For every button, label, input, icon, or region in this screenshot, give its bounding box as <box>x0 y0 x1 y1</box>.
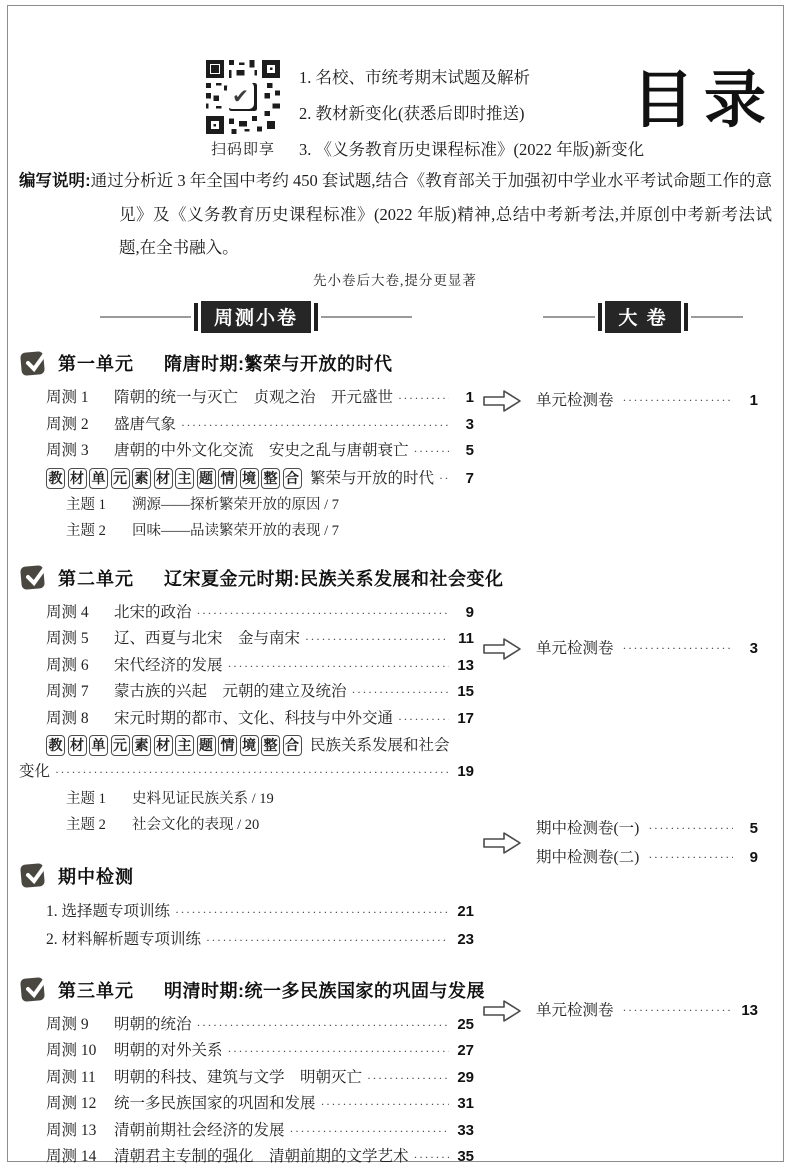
toc-row <box>46 412 474 439</box>
dotted-leader <box>352 679 449 706</box>
row-text: 盛唐气象 <box>114 415 177 433</box>
midterm-header <box>20 863 474 889</box>
unit-2-header <box>20 565 504 591</box>
unit-title: 隋唐时期:繁荣与开放的时代 <box>164 354 393 374</box>
row-text: 民族关系发展和社会 <box>310 737 450 754</box>
row-text: 隋朝的统一与灭亡 贞观之治 开元盛世 <box>114 389 394 406</box>
page-number: 13 <box>457 656 474 674</box>
row-label: 周测 10 <box>46 1042 97 1059</box>
toc-row <box>46 1012 474 1039</box>
dotted-leader <box>175 898 449 927</box>
feature-item: 2. 教材新变化(获悉后即时推送) <box>299 104 525 123</box>
toc-row <box>46 653 474 680</box>
page-number: 7 <box>465 469 474 487</box>
unit-name: 第一单元 <box>58 354 134 374</box>
row-label: 周测 3 <box>46 442 89 459</box>
dotted-leader <box>623 996 733 1025</box>
unit-test-entry-2 <box>482 634 758 663</box>
toc-row <box>46 1038 474 1065</box>
divider-bar <box>598 303 602 331</box>
theme-label: 主题 1 <box>66 790 106 807</box>
theme-text: 溯源——探析繁荣开放的原因 / 7 <box>132 496 340 513</box>
unit-3-header <box>20 977 485 1003</box>
row-text: 宋元时期的都市、文化、科技与中外交通 <box>114 709 394 727</box>
intro-label: 编写说明: <box>19 172 91 190</box>
page-title: 目录 <box>631 66 776 135</box>
toc-row <box>46 600 474 627</box>
dotted-leader <box>228 653 449 680</box>
divider-bar <box>194 303 198 331</box>
toc-row <box>46 1065 474 1092</box>
page-number: 29 <box>457 1068 474 1086</box>
feature-item: 3. 《义务教育历史课程标准》(2022 年版)新变化 <box>299 140 645 159</box>
row-text: 繁荣与开放的时代 <box>310 469 435 487</box>
page-number: 13 <box>741 1002 758 1019</box>
unit-1-header <box>20 350 474 376</box>
toc-row <box>46 898 474 927</box>
divider-line <box>321 316 412 318</box>
page-number: 33 <box>457 1121 474 1139</box>
right-entry-label: 单元检测卷 <box>536 1002 614 1019</box>
dotted-leader <box>414 438 449 465</box>
dotted-leader <box>623 634 733 663</box>
toc-row <box>46 706 474 733</box>
checkmark-icon <box>20 977 45 1002</box>
big-volume-column-header <box>543 301 743 333</box>
intro-text: 通过分析近 3 年全国中考约 450 套试题,结合《教育部关于加强初中学业水平考试命题工作的意见》及《义务教育历史课程标准》(2022 年版)精神,总结中考新考法,并原创中考新考法试题,在全书融入。 <box>90 171 773 257</box>
unit-name: 第二单元 <box>58 568 134 589</box>
qr-check-icon: ✔ <box>227 82 254 109</box>
unit-test-entry-1 <box>482 386 758 415</box>
dotted-leader <box>398 706 449 733</box>
toc-row <box>46 926 474 955</box>
qr-caption: 扫码即享 <box>210 141 275 158</box>
dotted-leader <box>290 1118 449 1145</box>
feature-item: 1. 名校、市统考期末试题及解析 <box>299 68 530 87</box>
row-label: 周测 1 <box>46 389 89 406</box>
page-number: 23 <box>457 931 474 948</box>
row-text: 清朝君主专制的强化 清朝前期的文学艺术 <box>114 1148 409 1165</box>
theme-label: 主题 1 <box>66 496 106 513</box>
row-text: 2. 材料解析题专项训练 <box>46 931 202 948</box>
tag-character-boxes: 教 材 单 元 素 材 主 题 情 境 整 合 <box>46 735 304 756</box>
page-number: 3 <box>465 415 474 433</box>
divider-bar <box>314 303 318 331</box>
midterm-test-entry <box>482 814 758 872</box>
page-number: 5 <box>749 820 758 837</box>
theme-text: 史料见证民族关系 / 19 <box>132 790 274 807</box>
page-number: 31 <box>457 1095 474 1112</box>
dotted-leader <box>197 1012 449 1039</box>
row-label: 周测 7 <box>46 683 89 700</box>
theme-text: 社会文化的表现 / 20 <box>132 817 260 833</box>
dotted-leader <box>321 1091 449 1118</box>
checkmark-icon <box>20 351 45 376</box>
row-label: 周测 5 <box>46 630 89 647</box>
right-entry-label: 期中检测卷(二) <box>536 849 640 866</box>
toc-row <box>46 385 474 412</box>
dotted-leader <box>648 843 733 872</box>
row-text: 统一多民族国家的巩固和发展 <box>114 1095 316 1112</box>
dotted-leader <box>55 759 449 786</box>
toc-row <box>46 438 474 465</box>
big-volume-header-label: 大 卷 <box>605 301 680 333</box>
tag-row <box>46 465 474 492</box>
row-text: 变化 <box>19 763 51 780</box>
feature-list <box>299 60 644 168</box>
right-entry-label: 期中检测卷(一) <box>536 820 640 837</box>
page-number: 1 <box>749 392 758 409</box>
row-label: 周测 2 <box>46 415 89 433</box>
page-number: 1 <box>465 389 474 406</box>
page-number: 17 <box>457 709 474 727</box>
unit-3-rows <box>19 1012 474 1165</box>
page-number: 9 <box>465 603 474 621</box>
row-text: 唐朝的中外文化交流 安史之乱与唐朝衰亡 <box>114 442 409 459</box>
page-number: 19 <box>457 763 474 780</box>
unit-name: 期中检测 <box>58 866 134 887</box>
row-text: 清朝前期社会经济的发展 <box>114 1121 285 1139</box>
row-text: 1. 选择题专项训练 <box>46 902 171 920</box>
page-number: 21 <box>457 902 474 920</box>
toc-row <box>46 1091 474 1118</box>
theme-text: 回味——品读繁荣开放的表现 / 7 <box>132 523 340 539</box>
theme-row <box>46 492 474 519</box>
toc-row <box>46 1118 474 1145</box>
unit-name: 第三单元 <box>58 980 134 1001</box>
right-arrow-icon <box>482 388 522 414</box>
theme-row <box>46 786 474 813</box>
weekly-header-label: 周测小卷 <box>201 301 311 333</box>
unit-title: 明清时期:统一多民族国家的巩固与发展 <box>164 980 485 1001</box>
right-entry-label: 单元检测卷 <box>536 392 614 409</box>
divider-line <box>100 316 191 318</box>
dotted-leader <box>305 626 449 653</box>
dotted-leader <box>197 600 449 627</box>
divider-line <box>691 316 743 318</box>
page-number: 15 <box>457 683 474 700</box>
theme-row <box>46 518 474 545</box>
right-arrow-icon <box>482 998 522 1024</box>
divider-line <box>543 316 595 318</box>
page-number: 35 <box>457 1148 474 1165</box>
midterm-rows <box>19 898 474 955</box>
unit-1-rows <box>19 385 474 545</box>
row-text: 明朝的统治 <box>114 1015 192 1033</box>
page-number: 11 <box>458 630 474 647</box>
toc-row <box>46 679 474 706</box>
divider-bar <box>684 303 688 331</box>
page-number: 5 <box>465 442 474 459</box>
weekly-column-header <box>100 301 412 333</box>
dotted-leader <box>648 814 733 843</box>
theme-row <box>46 812 474 839</box>
row-label: 周测 8 <box>46 709 89 727</box>
tag-row-continuation <box>19 759 474 786</box>
row-text: 明朝的对外关系 <box>114 1042 223 1059</box>
right-arrow-icon <box>482 636 522 662</box>
right-arrow-icon <box>482 830 522 856</box>
row-label: 周测 13 <box>46 1121 97 1139</box>
left-column <box>0 350 504 1165</box>
slogan: 先小卷后大卷,提分更显著 <box>313 273 477 288</box>
dotted-leader <box>414 1144 449 1165</box>
tag-character-boxes: 教 材 单 元 素 材 主 题 情 境 整 合 <box>46 468 304 489</box>
checkmark-icon <box>20 863 45 888</box>
unit-title: 辽宋夏金元时期:民族关系发展和社会变化 <box>164 568 504 589</box>
unit-test-entry-3 <box>482 996 758 1025</box>
right-entry-label: 单元检测卷 <box>536 640 614 657</box>
page-number: 27 <box>457 1042 474 1059</box>
dotted-leader <box>367 1065 449 1092</box>
page-number: 25 <box>457 1015 474 1033</box>
row-label: 周测 9 <box>46 1015 89 1033</box>
row-text: 宋代经济的发展 <box>114 656 223 674</box>
dotted-leader <box>439 465 449 492</box>
theme-label: 主题 2 <box>66 523 106 539</box>
tag-row <box>46 732 474 759</box>
row-label: 周测 11 <box>46 1068 96 1086</box>
page-number: 9 <box>749 849 758 866</box>
row-text: 蒙古族的兴起 元朝的建立及统治 <box>114 683 347 700</box>
intro-paragraph <box>19 164 772 264</box>
row-label: 周测 14 <box>46 1148 97 1165</box>
toc-row <box>46 1144 474 1165</box>
column-headers <box>0 301 790 333</box>
row-text: 明朝的科技、建筑与文学 明朝灭亡 <box>114 1068 363 1086</box>
row-label: 周测 6 <box>46 656 89 674</box>
theme-label: 主题 2 <box>66 817 106 833</box>
row-text: 北宋的政治 <box>114 603 192 621</box>
toc-row <box>46 626 474 653</box>
qr-block <box>203 60 283 159</box>
dotted-leader <box>398 385 449 412</box>
dotted-leader <box>181 412 449 439</box>
unit-2-rows <box>19 600 474 839</box>
checkmark-icon <box>20 565 45 590</box>
row-text: 辽、西夏与北宋 金与南宋 <box>114 630 301 647</box>
dotted-leader <box>206 926 449 955</box>
row-label: 周测 12 <box>46 1095 97 1112</box>
dotted-leader <box>623 386 733 415</box>
row-label: 周测 4 <box>46 603 89 621</box>
dotted-leader <box>228 1038 449 1065</box>
page-number: 3 <box>749 640 758 657</box>
